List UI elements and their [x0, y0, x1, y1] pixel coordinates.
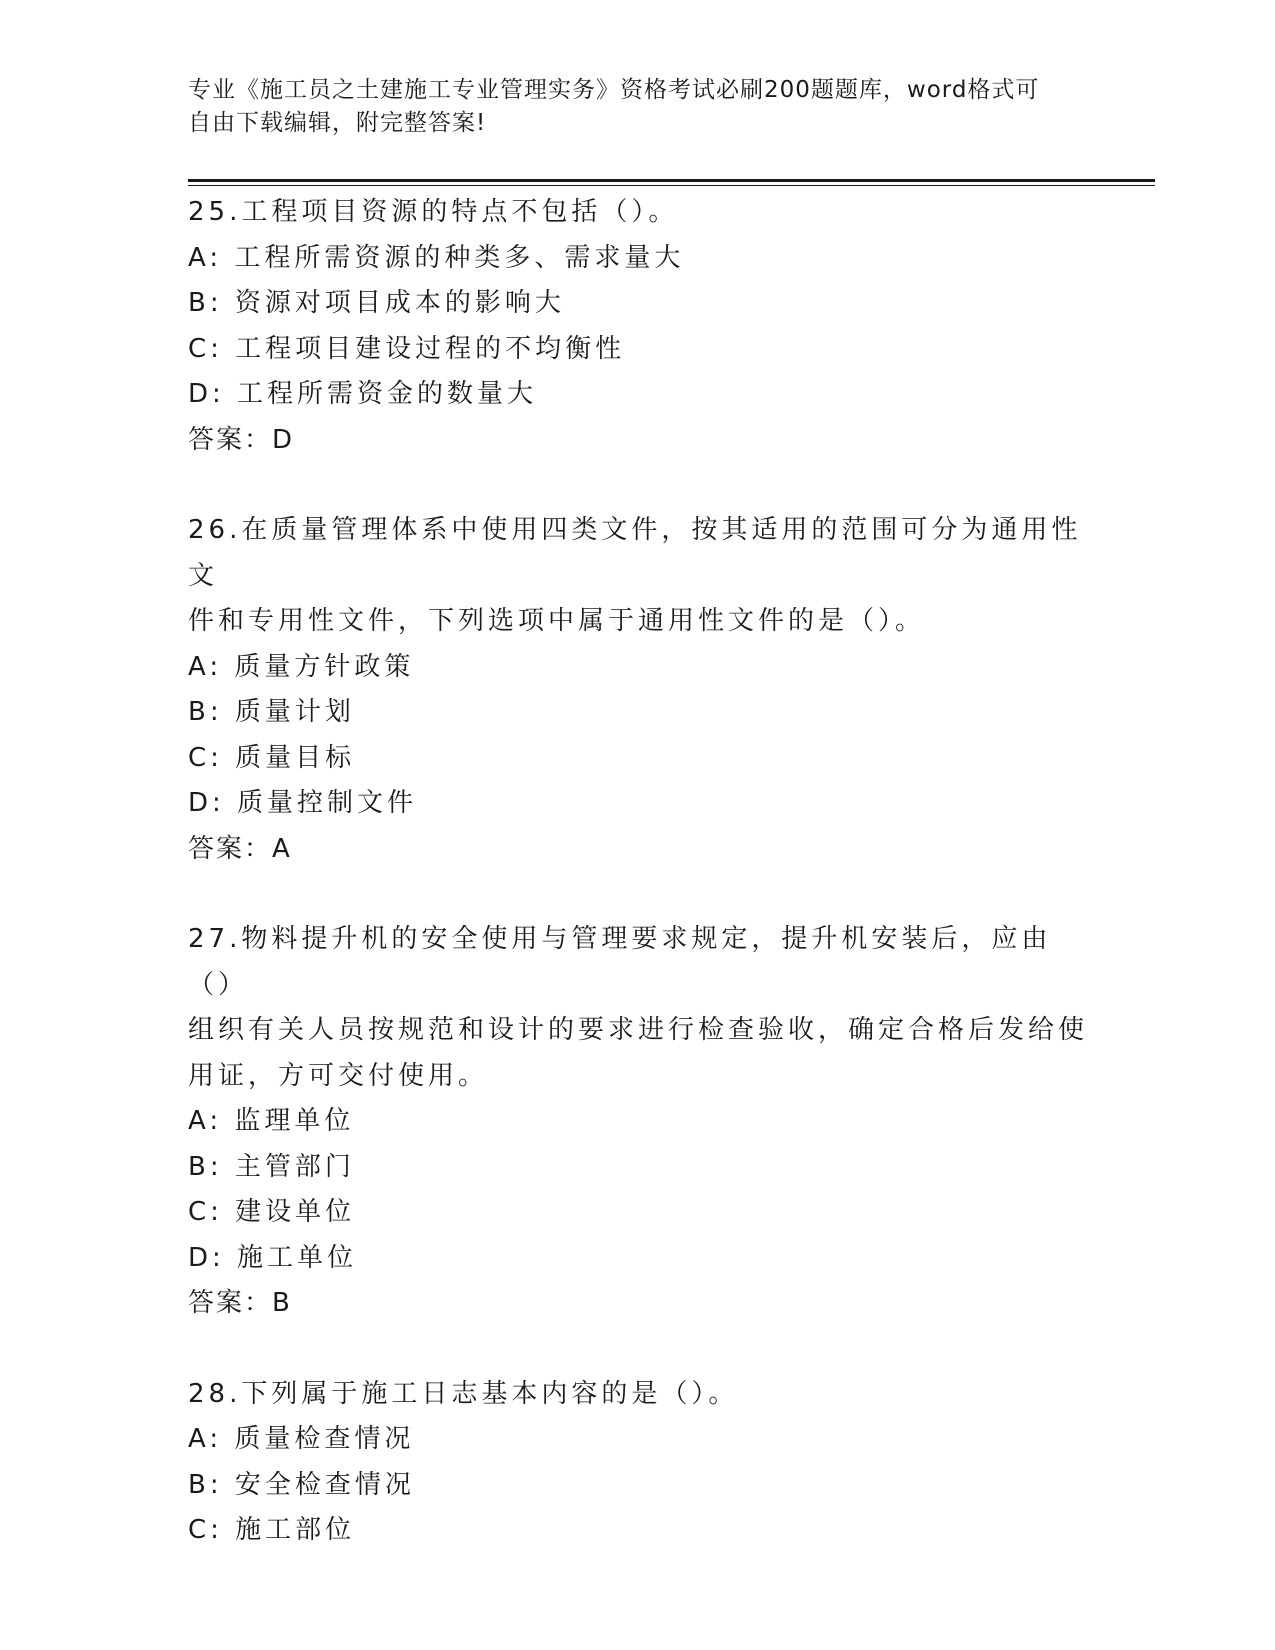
- document-header: [188, 74, 1088, 140]
- header-line-2: 自由下载编辑，附完整答案!: [188, 110, 487, 136]
- option-a: A: 质量方针政策: [188, 651, 415, 682]
- question-stem: 件和专用性文件，下列选项中属于通用性文件的是（）。: [188, 606, 926, 636]
- option-a: A: 监理单位: [188, 1106, 355, 1136]
- option-b: B: 主管部门: [188, 1151, 355, 1182]
- option-d: D: 施工单位: [188, 1242, 358, 1273]
- option-d: D: 质量控制文件: [188, 788, 418, 818]
- question-stem: 组织有关人员按规范和设计的要求进行检查验收，确定合格后发给使: [188, 1015, 1089, 1045]
- question-list: [188, 190, 1088, 1554]
- question-25: [188, 190, 1088, 463]
- answer-label: 答案：D: [188, 424, 295, 455]
- question-stem: 28.下列属于施工日志基本内容的是（）。: [188, 1378, 739, 1409]
- question-stem: 25.工程项目资源的特点不包括（）。: [188, 197, 679, 227]
- option-c: C: 建设单位: [188, 1197, 356, 1227]
- header-line-1: 专业《施工员之土建施工专业管理实务》资格考试必刷200题题库，word格式可: [188, 77, 1040, 103]
- question-stem: 27.物料提升机的安全使用与管理要求规定，提升机安装后，应由（）: [188, 924, 1052, 1000]
- question-stem: 26.在质量管理体系中使用四类文件，按其适用的范围可分为通用性文: [188, 515, 1082, 591]
- option-c: C: 工程项目建设过程的不均衡性: [188, 333, 626, 364]
- option-d: D: 工程所需资金的数量大: [188, 379, 538, 409]
- option-b: B: 质量计划: [188, 697, 355, 727]
- option-c: C: 质量目标: [188, 742, 356, 773]
- option-c: C: 施工部位: [188, 1515, 356, 1545]
- answer-label: 答案：A: [188, 833, 292, 864]
- option-a: A: 质量检查情况: [188, 1424, 415, 1454]
- header-divider-thick: [188, 179, 1155, 182]
- option-b: B: 资源对项目成本的影响大: [188, 288, 565, 318]
- option-b: B: 安全检查情况: [188, 1469, 415, 1500]
- question-stem: 用证，方可交付使用。: [188, 1060, 489, 1091]
- question-27: [188, 917, 1088, 1327]
- header-divider-thin: [188, 185, 1155, 186]
- option-a: A: 工程所需资源的种类多、需求量大: [188, 242, 685, 273]
- answer-label: 答案：B: [188, 1288, 292, 1318]
- question-26: [188, 508, 1088, 872]
- question-28: [188, 1372, 1088, 1554]
